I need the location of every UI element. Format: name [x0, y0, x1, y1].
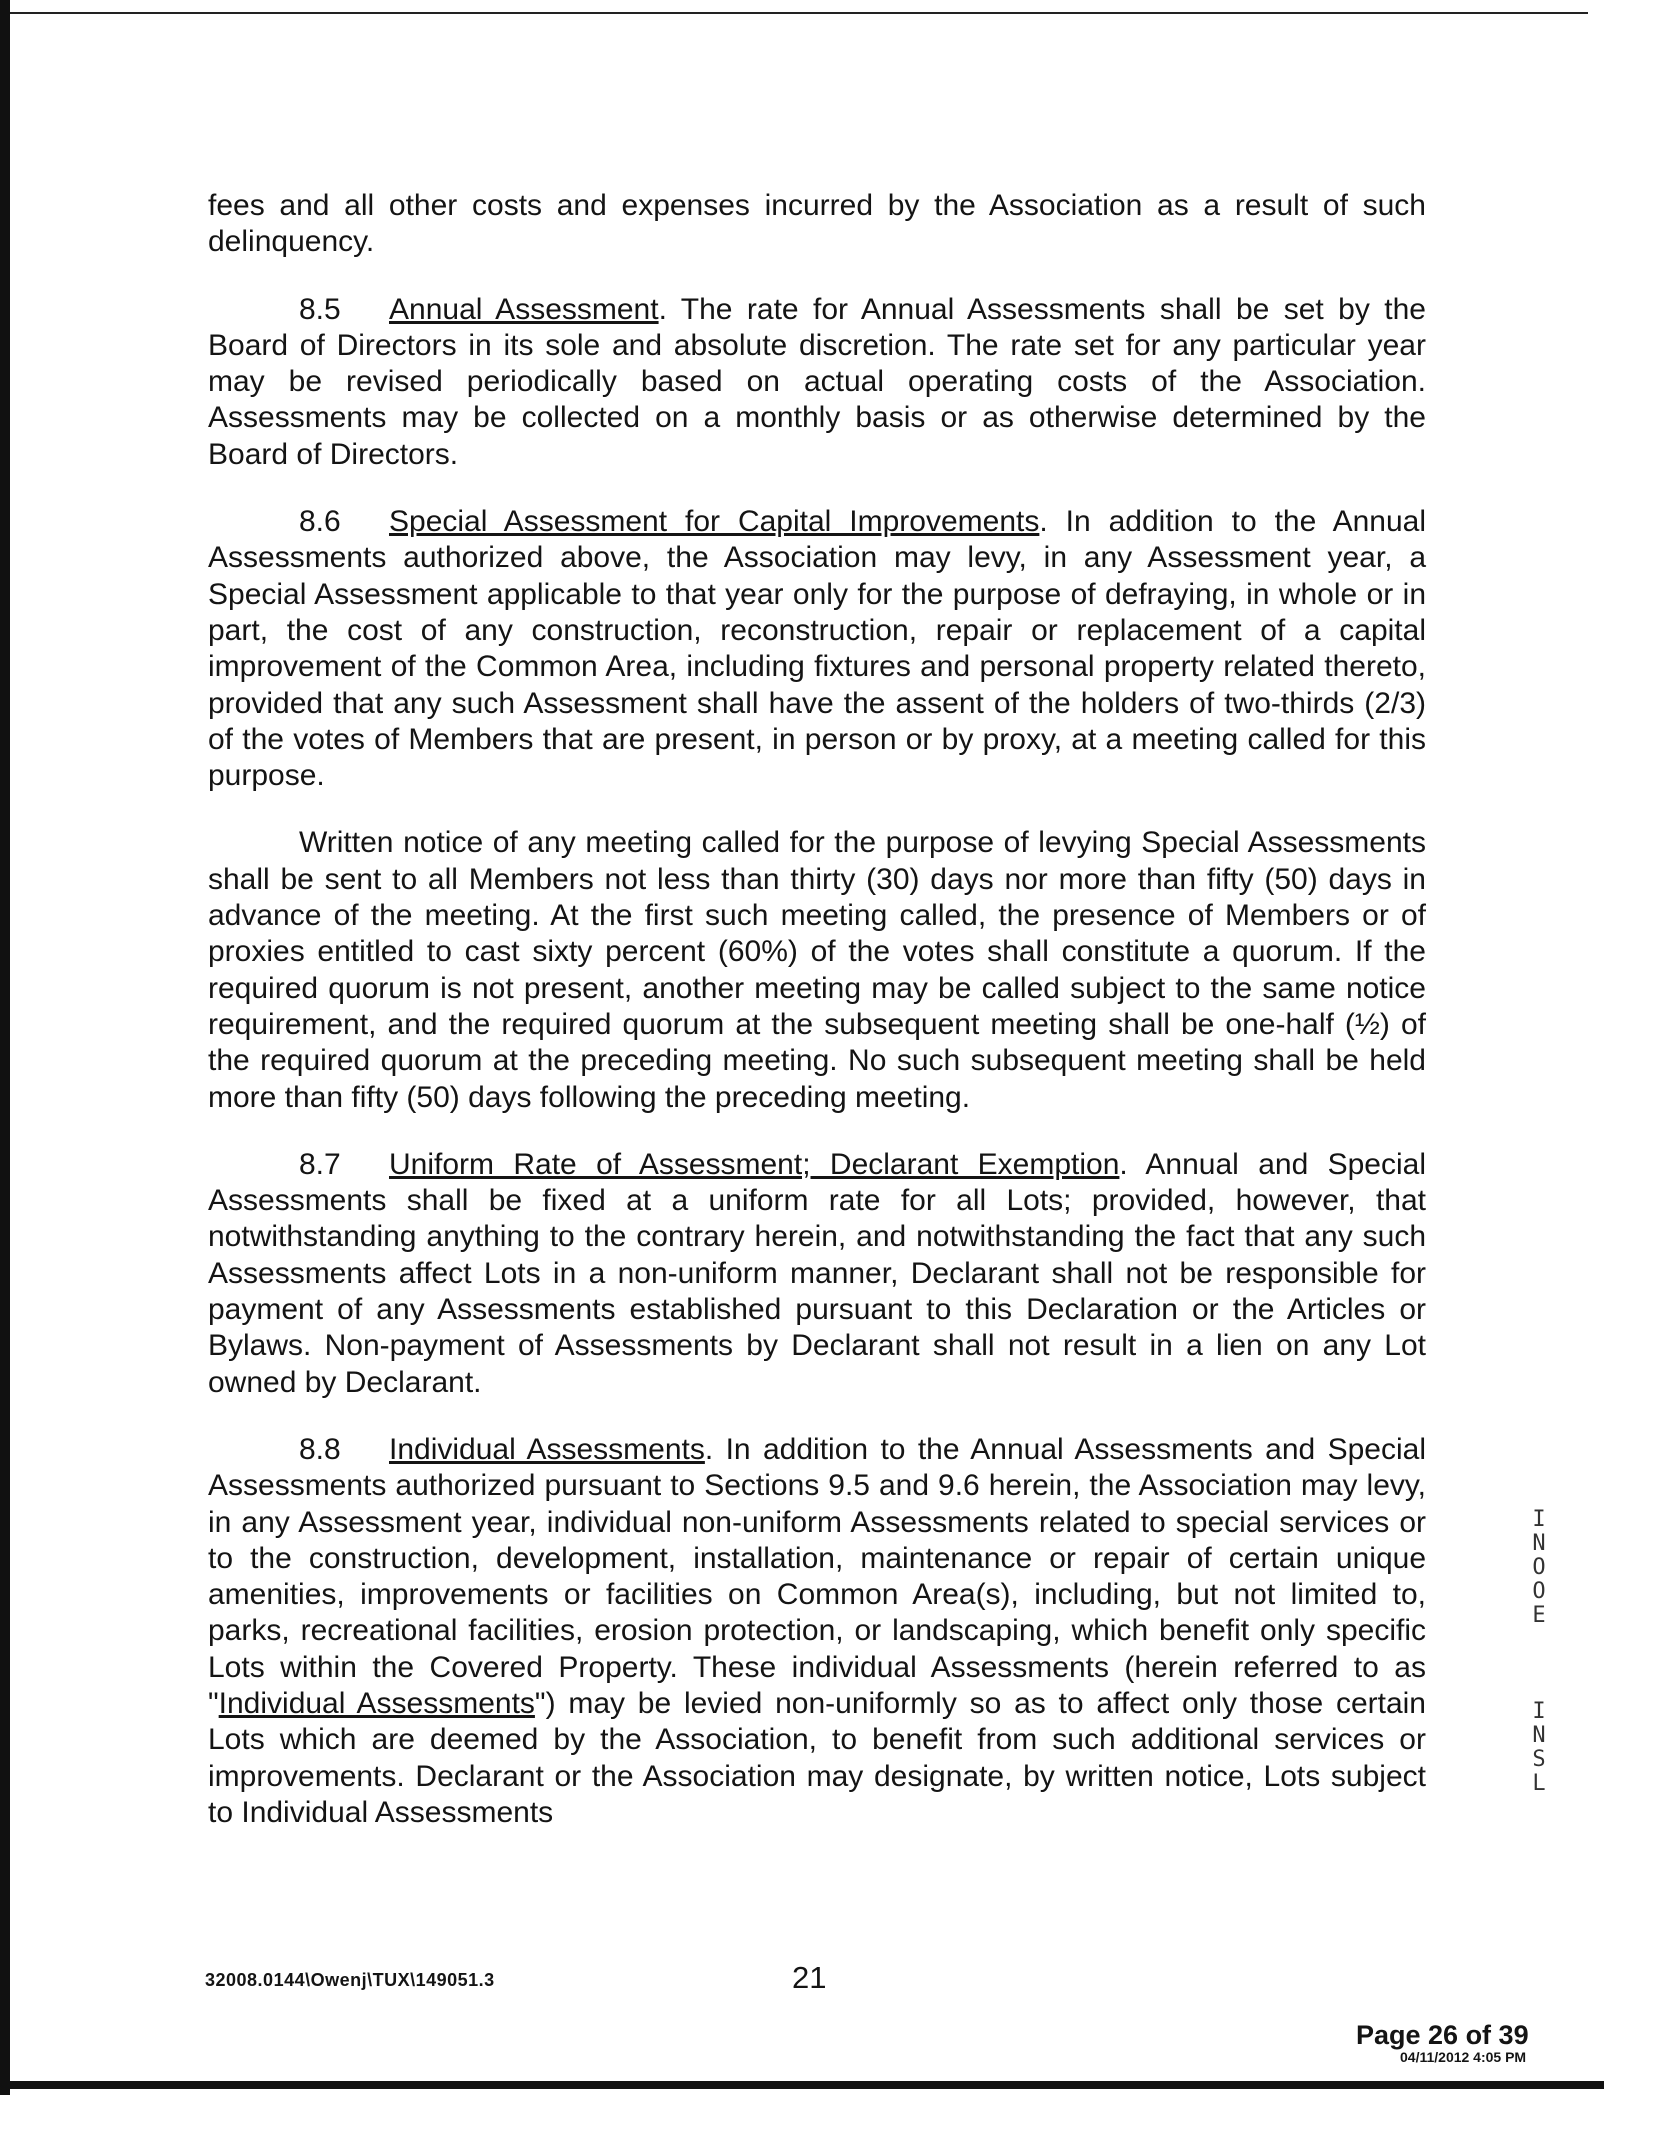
section-text: ") may be levied non-uniformly so as to affect only those certain Lots which are deemed by the Association, to benefit from such additional services or improvements. Declarant or the Association may designate, by written notice, Lots subject to Individual Assessments — [208, 1686, 1426, 1829]
stamp-char: O — [1532, 1555, 1546, 1580]
document-body — [208, 188, 1426, 1862]
section-number: 8.5 — [299, 292, 341, 326]
recording-timestamp: 04/11/2012 4:05 PM — [1400, 2049, 1527, 2065]
stamp-char: O — [1532, 1579, 1546, 1604]
section-8-8 — [208, 1432, 1426, 1831]
page-bottom-border — [0, 2081, 1604, 2089]
section-8-6 — [208, 504, 1426, 794]
section-number: 8.8 — [299, 1432, 341, 1466]
page-left-border — [0, 0, 10, 2095]
stamp-char: L — [1532, 1771, 1546, 1796]
section-text: . Annual and Special Assessments shall be fixed at a uniform rate for all Lots; provided, however, that notwithstanding anything to the contrary herein, and notwithstanding the fact that any such Assessments affect Lots in a non-uniform manner, Declarant shall not be responsible for payment of any Assessments established pursuant to this Declaration or the Articles or Bylaws. Non-payment of Assessments by Declarant shall not result in a lien on any Lot owned by Declarant. — [208, 1147, 1426, 1399]
recording-stamp-upper — [1528, 1508, 1550, 1628]
section-number: 8.6 — [299, 505, 341, 539]
stamp-char: S — [1532, 1747, 1546, 1772]
section-text: . In addition to the Annual Assessments authorized above, the Association may levy, in any Assessment year, a Special Assessment applicable to that year only for the purpose of defraying, in whole or in part, the cost of any construction, reconstruction, repair or replacement of a capital improvement of the Common Area, including fixtures and personal property related thereto, provided that any such Assessment shall have the assent of the holders of two-thirds (2/3) of the votes of Members that are present, in person or by proxy, at a meeting called for this purpose. — [208, 505, 1426, 793]
section-number: 8.7 — [299, 1147, 341, 1181]
stamp-char: I — [1532, 1507, 1546, 1532]
page-top-border — [0, 0, 1588, 14]
stamp-char: I — [1532, 1699, 1546, 1724]
section-text: . The rate for Annual Assessments shall be set by the Board of Directors in its sole and absolute discretion. The rate set for any particular year may be revised periodically based on actual operating costs of the Association. Assessments may be collected on a monthly basis or as otherwise determined by the Board of Directors. — [208, 292, 1426, 471]
section-title: Annual Assessment — [389, 292, 659, 326]
page-count: Page 26 of 39 — [1356, 2020, 1529, 2050]
defined-term: Individual Assessments — [218, 1686, 535, 1720]
section-title: Individual Assessments — [389, 1432, 705, 1466]
recording-stamp-lower — [1528, 1700, 1550, 1796]
page-number: 21 — [792, 1960, 827, 1995]
section-title: Special Assessment for Capital Improvements — [389, 505, 1040, 539]
stamp-char: N — [1532, 1723, 1546, 1748]
section-title: Uniform Rate of Assessment; Declarant Exemption — [389, 1147, 1120, 1181]
stamp-char: N — [1532, 1531, 1546, 1556]
opening-paragraph: fees and all other costs and expenses incurred by the Association as a result of such delinquency. — [208, 189, 1426, 259]
meeting-notice-paragraph: Written notice of any meeting called for the purpose of levying Special Assessments shall be sent to all Members not less than thirty (30) days nor more than fifty (50) days in advance of the meeting. At the first such meeting called, the presence of Members or of proxies entitled to cast sixty percent (60%) of the votes shall constitute a quorum. If the required quorum is not present, another meeting may be called subject to the same notice requirement, and the required quorum at the subsequent meeting shall be one-half (½) of the required quorum at the preceding meeting. No such subsequent meeting shall be held more than fifty (50) days following the preceding meeting. — [208, 826, 1426, 1114]
section-8-7 — [208, 1147, 1426, 1401]
document-path: 32008.0144\Owenj\TUX\149051.3 — [205, 1970, 495, 1990]
section-8-5 — [208, 292, 1426, 473]
stamp-char: E — [1532, 1603, 1546, 1628]
section-text: . In addition to the Annual Assessments and Special Assessments authorized pursuant to Sections 9.5 and 9.6 herein, the Association may levy, in any Assessment year, individual non-uniform Assessments related to special services or to the construction, development, installation, maintenance or repair of certain unique amenities, improvements or facilities on Common Area(s), including, but not limited to, parks, recreational facilities, erosion protection, or landscaping, which benefit only specific Lots within the Covered Property. These individual Assessments (herein referred to as " — [208, 1432, 1426, 1720]
